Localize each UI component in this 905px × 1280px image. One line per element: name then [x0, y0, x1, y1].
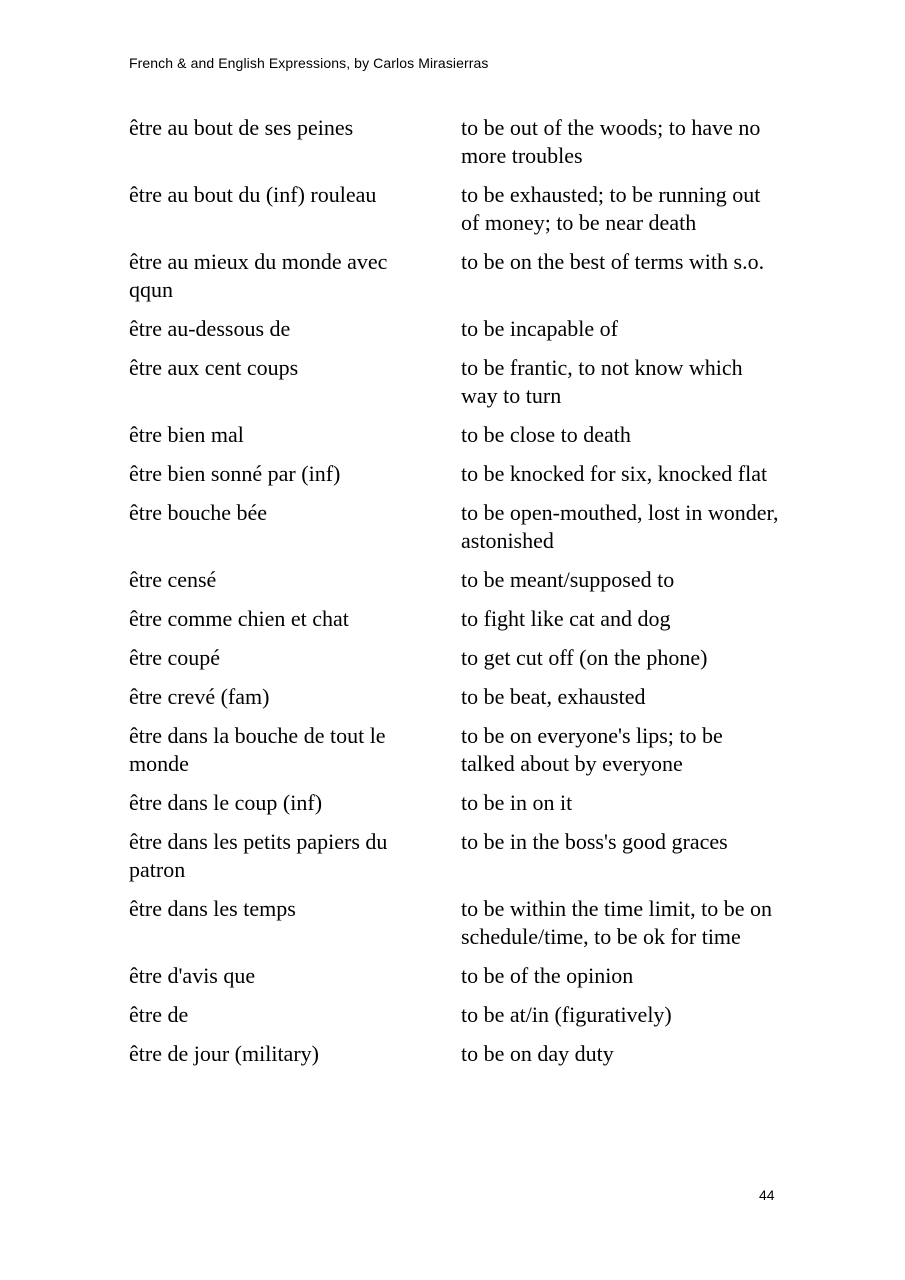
expression-entry — [129, 315, 789, 343]
expression-entry — [129, 248, 789, 304]
expression-entry — [129, 962, 789, 990]
page-number: 44 — [759, 1187, 775, 1203]
french-expression: être dans le coup (inf) — [129, 790, 323, 815]
english-translation: to be within the time limit, to be on schedule/time, to be ok for time — [461, 896, 773, 949]
english-translation: to be out of the woods; to have no more troubles — [461, 115, 761, 168]
french-expression: être au-dessous de — [129, 316, 291, 341]
expression-list — [129, 114, 789, 1079]
english-translation: to be exhausted; to be running out of money; to be near death — [461, 182, 761, 235]
french-expression: être aux cent coups — [129, 355, 299, 380]
english-translation: to be incapable of — [461, 316, 618, 341]
french-expression: être au bout de ses peines — [129, 115, 354, 140]
french-expression: être bien mal — [129, 422, 244, 447]
english-translation: to be frantic, to not know which way to turn — [461, 355, 743, 408]
english-translation: to be meant/supposed to — [461, 567, 675, 592]
english-translation: to fight like cat and dog — [461, 606, 671, 631]
french-expression: être dans les temps — [129, 896, 296, 921]
french-expression: être censé — [129, 567, 217, 592]
expression-entry — [129, 895, 789, 951]
expression-entry — [129, 644, 789, 672]
french-expression: être coupé — [129, 645, 220, 670]
expression-entry — [129, 722, 789, 778]
french-expression: être au bout du (inf) rouleau — [129, 182, 377, 207]
english-translation: to be at/in (figuratively) — [461, 1002, 672, 1027]
expression-entry — [129, 683, 789, 711]
french-expression: être bien sonné par (inf) — [129, 461, 341, 486]
english-translation: to be on the best of terms with s.o. — [461, 249, 765, 274]
english-translation: to be on everyone's lips; to be talked about by everyone — [461, 723, 723, 776]
french-expression: être de jour (military) — [129, 1041, 319, 1066]
expression-entry — [129, 1001, 789, 1029]
french-expression: être d'avis que — [129, 963, 256, 988]
english-translation: to be beat, exhausted — [461, 684, 646, 709]
english-translation: to be open-mouthed, lost in wonder, astonished — [461, 500, 779, 553]
french-expression: être au mieux du monde avec qqun — [129, 249, 388, 302]
english-translation: to be close to death — [461, 422, 631, 447]
english-translation: to get cut off (on the phone) — [461, 645, 708, 670]
expression-entry — [129, 789, 789, 817]
french-expression: être crevé (fam) — [129, 684, 270, 709]
french-expression: être comme chien et chat — [129, 606, 349, 631]
expression-entry — [129, 460, 789, 488]
expression-entry — [129, 421, 789, 449]
expression-entry — [129, 181, 789, 237]
expression-entry — [129, 499, 789, 555]
expression-entry — [129, 354, 789, 410]
expression-entry — [129, 828, 789, 884]
running-header: French & and English Expressions, by Carlos Mirasierras — [129, 55, 489, 71]
expression-entry — [129, 1040, 789, 1068]
english-translation: to be in on it — [461, 790, 573, 815]
expression-entry — [129, 114, 789, 170]
french-expression: être de — [129, 1002, 189, 1027]
french-expression: être bouche bée — [129, 500, 268, 525]
english-translation: to be knocked for six, knocked flat — [461, 461, 768, 486]
expression-entry — [129, 605, 789, 633]
english-translation: to be in the boss's good graces — [461, 829, 728, 854]
expression-entry — [129, 566, 789, 594]
french-expression: être dans la bouche de tout le monde — [129, 723, 386, 776]
french-expression: être dans les petits papiers du patron — [129, 829, 388, 882]
english-translation: to be on day duty — [461, 1041, 614, 1066]
english-translation: to be of the opinion — [461, 963, 634, 988]
